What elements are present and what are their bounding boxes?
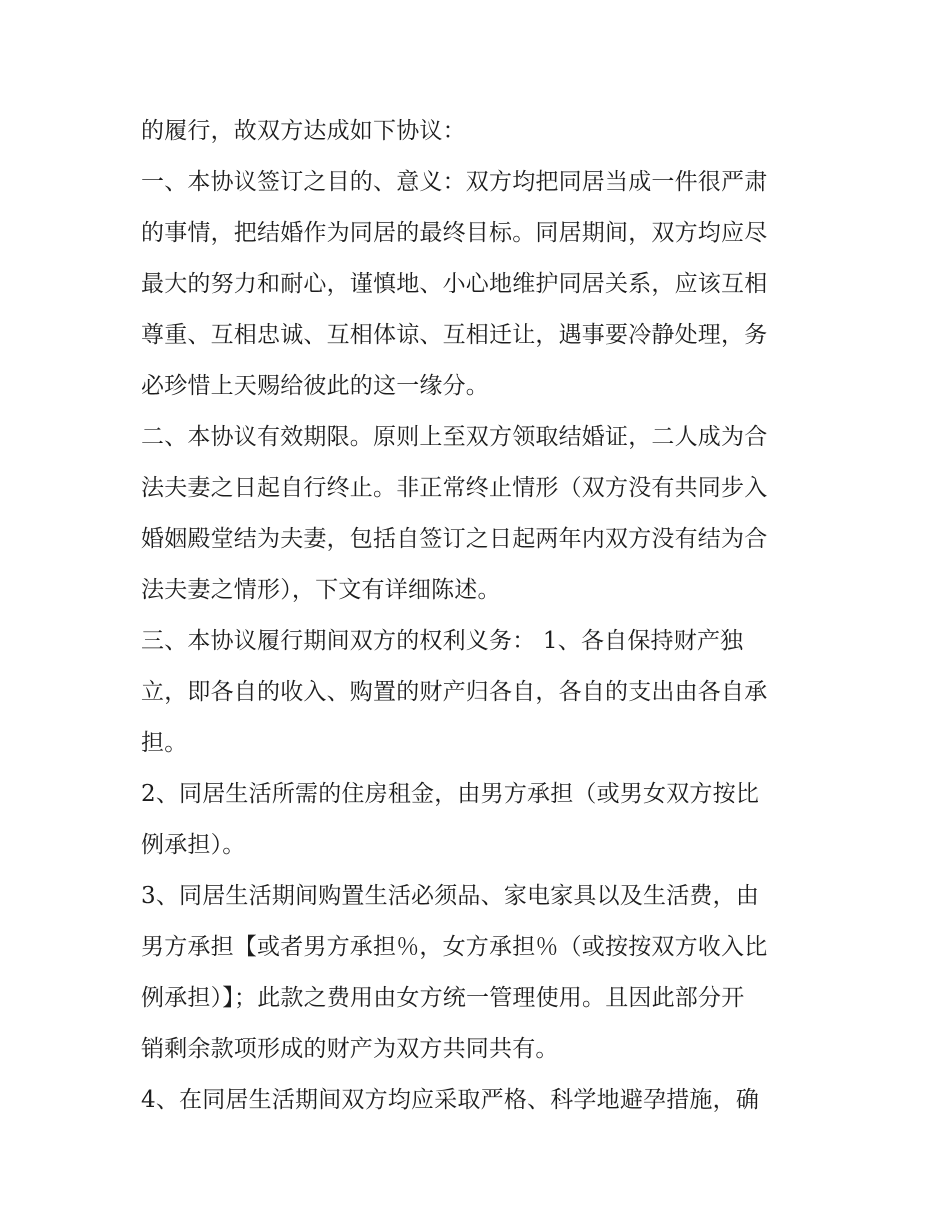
text-line: 的事情，把结婚作为同居的最终目标。同居期间，双方均应尽 bbox=[141, 220, 768, 246]
text-line: 4、在同居生活期间双方均应采取严格、科学地避孕措施，确 bbox=[141, 1087, 760, 1113]
document-body bbox=[141, 106, 821, 1126]
text-line: 最大的努力和耐心，谨慎地、小心地维护同居关系，应该互相 bbox=[141, 271, 768, 297]
text-line: 三、本协议履行期间双方的权利义务： 1、各自保持财产独 bbox=[141, 628, 744, 654]
text-line: 法夫妻之情形），下文有详细陈述。 bbox=[141, 577, 501, 603]
text-line: 2、同居生活所需的住房租金，由男方承担（或男女双方按比 bbox=[141, 781, 760, 807]
text-line: 担。 bbox=[141, 730, 188, 756]
text-line: 婚姻殿堂结为夫妻，包括自签订之日起两年内双方没有结为合 bbox=[141, 526, 768, 552]
text-line: 必珍惜上天赐给彼此的这一缘分。 bbox=[141, 373, 489, 399]
text-line: 例承担）。 bbox=[141, 832, 246, 858]
text-line: 例承担）】；此款之费用由女方统一管理使用。且因此部分开 bbox=[141, 985, 745, 1011]
text-line: 二、本协议有效期限。原则上至双方领取结婚证，二人成为合 bbox=[141, 424, 768, 450]
text-line: 尊重、互相忠诚、互相体谅、互相迁让，遇事要冷静处理，务 bbox=[141, 322, 768, 348]
text-line: 的履行，故双方达成如下协议： bbox=[141, 118, 466, 144]
text-line: 男方承担【或者男方承担％，女方承担％（或按按双方收入比 bbox=[141, 934, 768, 960]
text-line: 法夫妻之日起自行终止。非正常终止情形（双方没有共同步入 bbox=[141, 475, 768, 501]
text-line: 销剩余款项形成的财产为双方共同共有。 bbox=[141, 1036, 559, 1062]
text-line: 3、同居生活期间购置生活必须品、家电家具以及生活费，由 bbox=[141, 883, 760, 909]
text-line: 一、本协议签订之目的、意义：双方均把同居当成一件很严肃 bbox=[141, 169, 768, 195]
text-line: 立，即各自的收入、购置的财产归各自，各自的支出由各自承 bbox=[141, 679, 768, 705]
